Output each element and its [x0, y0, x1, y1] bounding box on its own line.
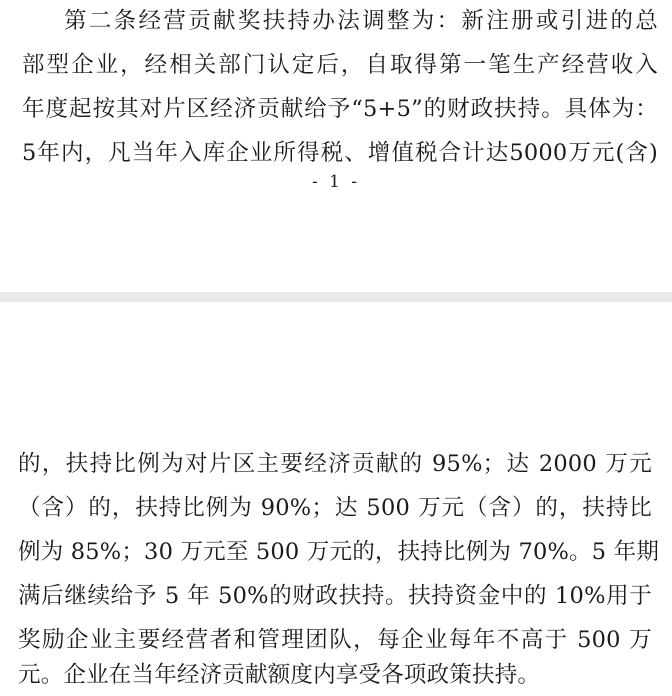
- paragraph-line: 奖励企业主要经营者和管理团队，每企业每年不高于 500 万: [18, 627, 652, 653]
- paragraph-line: 元。企业在当年经济贡献额度内享受各项政策扶持。: [18, 662, 541, 688]
- paragraph-line: 例为 85%；30 万元至 500 万元的，扶持比例为 70%。5 年期: [18, 539, 660, 565]
- paragraph-line: 年度起按其对片区经济贡献给予“5+5”的财政扶持。具体为：: [22, 96, 658, 122]
- paragraph-line: 满后继续给予 5 年 50%的财政扶持。扶持资金中的 10%用于: [18, 583, 652, 609]
- document-page-bottom: [0, 302, 672, 696]
- paragraph-line: （含）的，扶持比例为 90%；达 500 万元（含）的，扶持比: [18, 495, 652, 521]
- paragraph-line: 的，扶持比例为对片区主要经济贡献的 95%；达 2000 万元: [18, 451, 652, 477]
- page-number: - 1 -: [311, 172, 361, 192]
- document-page-top: [0, 0, 672, 292]
- paragraph-line: 5年内，凡当年入库企业所得税、增值税合计达5000万元(含): [22, 140, 658, 166]
- paragraph-line: 第二条经营贡献奖扶持办法调整为：新注册或引进的总: [64, 8, 658, 34]
- paragraph-line: 部型企业，经相关部门认定后，自取得第一笔生产经营收入: [22, 52, 658, 78]
- page-separator: [0, 292, 672, 302]
